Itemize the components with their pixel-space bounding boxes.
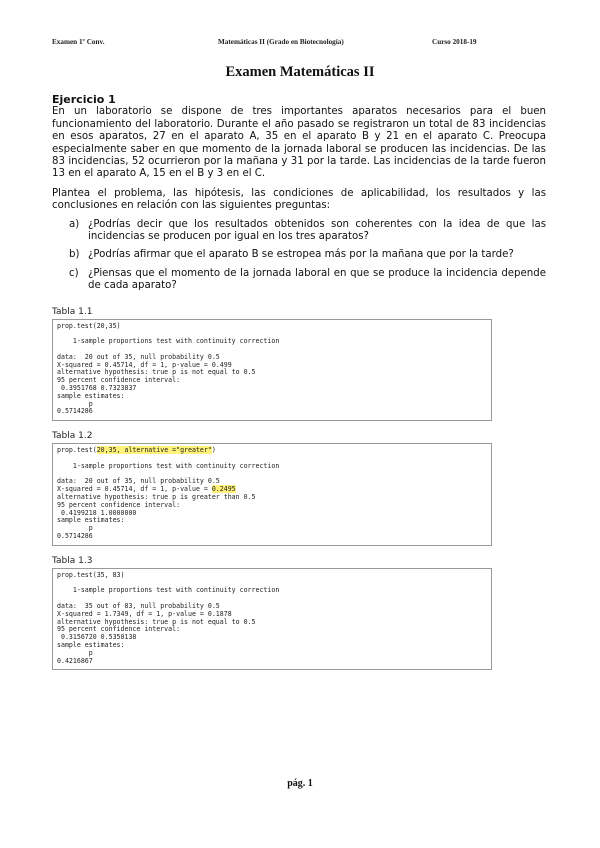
page-number: pág. 1 — [287, 778, 313, 789]
r-ci-title: 95 percent confidence interval: — [57, 500, 181, 509]
table-label: Tabla 1.1 — [52, 306, 93, 317]
header-right: Curso 2018-19 — [432, 38, 477, 46]
r-stat-prefix: X-squared = 0.45714, df = 1, p-value = — [57, 485, 212, 494]
r-output-box — [52, 568, 492, 671]
exercise-heading: Ejercicio 1 — [52, 93, 116, 106]
r-call: prop.test(20,35) — [57, 321, 121, 330]
r-est-value: 0.5714286 — [57, 532, 93, 541]
r-call-highlight: 20,35, alternative ="greater" — [96, 446, 212, 455]
r-est-title: sample estimates: — [57, 640, 125, 649]
r-ci-values: 0.3156720 0.5350138 — [57, 633, 137, 642]
r-est-value: 0.5714286 — [57, 407, 93, 416]
question-text: ¿Piensas que el momento de la jornada laboral en que se produce la incidencia depende de cada aparato? — [88, 267, 546, 292]
question-item — [52, 249, 546, 261]
exercise-instructions: Plantea el problema, las hipótesis, las condiciones de aplicabilidad, los resultados y las conclusiones en relación con las siguientes preguntas: — [52, 187, 546, 212]
r-stat-line: X-squared = 1.7349, df = 1, p-value = 0.1878 — [57, 609, 232, 618]
r-ci-title: 95 percent confidence interval: — [57, 376, 181, 385]
exercise-statement: En un laboratorio se dispone de tres importantes aparatos necesarios para el buen funcionamiento del laboratorio. Durante el año pasado se registraron un total de 83 incidencias en esos aparatos, 27 en el aparato A, 35 en el aparato B y 21 en el aparato C. Preocupa especialmente saber en que momento de la jornada laboral se producen las incidencias. De las 83 incidencias, 52 ocurrieron por la mañana y 31 por la tarde. Las incidencias de la tarde fueron 13 en el aparato A, 15 en el B y 3 en el C. — [52, 106, 546, 180]
page-title: Examen Matemáticas II — [225, 64, 375, 80]
table-label: Tabla 1.3 — [52, 555, 93, 566]
r-alt-line: alternative hypothesis: true p is not equal to 0.5 — [57, 617, 256, 626]
r-est-name: p — [57, 399, 93, 408]
r-est-title: sample estimates: — [57, 391, 125, 400]
question-text: ¿Podrías decir que los resultados obtenidos son coherentes con la idea de que las incidencias se producen por igual en los tres aparatos? — [88, 218, 546, 243]
r-pvalue-highlight: 0.2495 — [211, 485, 236, 494]
r-call — [57, 447, 487, 455]
table-label: Tabla 1.2 — [52, 431, 93, 442]
question-letter: a) — [69, 218, 80, 230]
r-method: 1-sample proportions test with continuity correction — [57, 586, 280, 595]
r-ci-values: 0.4199218 1.0000000 — [57, 508, 137, 517]
exercise-section — [52, 94, 546, 670]
header-center: Matemáticas II (Grado en Biotecnología) — [218, 38, 344, 46]
question-item — [52, 219, 546, 244]
r-est-name: p — [57, 648, 93, 657]
r-stat-line: X-squared = 0.45714, df = 1, p-value = 0.499 — [57, 360, 232, 369]
r-call: prop.test(35, 83) — [57, 570, 125, 579]
header-left: Examen 1º Conv. — [52, 38, 105, 46]
r-output-box — [52, 319, 492, 422]
r-call-prefix: prop.test( — [57, 446, 97, 455]
question-text: ¿Podrías afirmar que el aparato B se estropea más por la mañana que por la tarde? — [88, 249, 514, 261]
r-method: 1-sample proportions test with continuity correction — [57, 461, 280, 470]
question-letter: c) — [69, 267, 79, 279]
question-list — [52, 219, 546, 293]
question-item — [52, 268, 546, 293]
r-data-line: data: 20 out of 35, null probability 0.5 — [57, 477, 220, 486]
question-letter: b) — [69, 249, 80, 261]
r-method: 1-sample proportions test with continuity correction — [57, 337, 280, 346]
r-est-value: 0.4216867 — [57, 656, 93, 665]
r-data-line: data: 20 out of 35, null probability 0.5 — [57, 352, 220, 361]
r-est-title: sample estimates: — [57, 516, 125, 525]
r-ci-title: 95 percent confidence interval: — [57, 625, 181, 634]
r-output-box — [52, 443, 492, 546]
r-est-name: p — [57, 524, 93, 533]
r-alt-line: alternative hypothesis: true p is greater than 0.5 — [57, 493, 256, 502]
r-alt-line: alternative hypothesis: true p is not equal to 0.5 — [57, 368, 256, 377]
r-data-line: data: 35 out of 83, null probability 0.5 — [57, 602, 220, 610]
r-call-suffix: ) — [211, 446, 216, 455]
r-ci-values: 0.3951768 0.7323837 — [57, 384, 137, 393]
